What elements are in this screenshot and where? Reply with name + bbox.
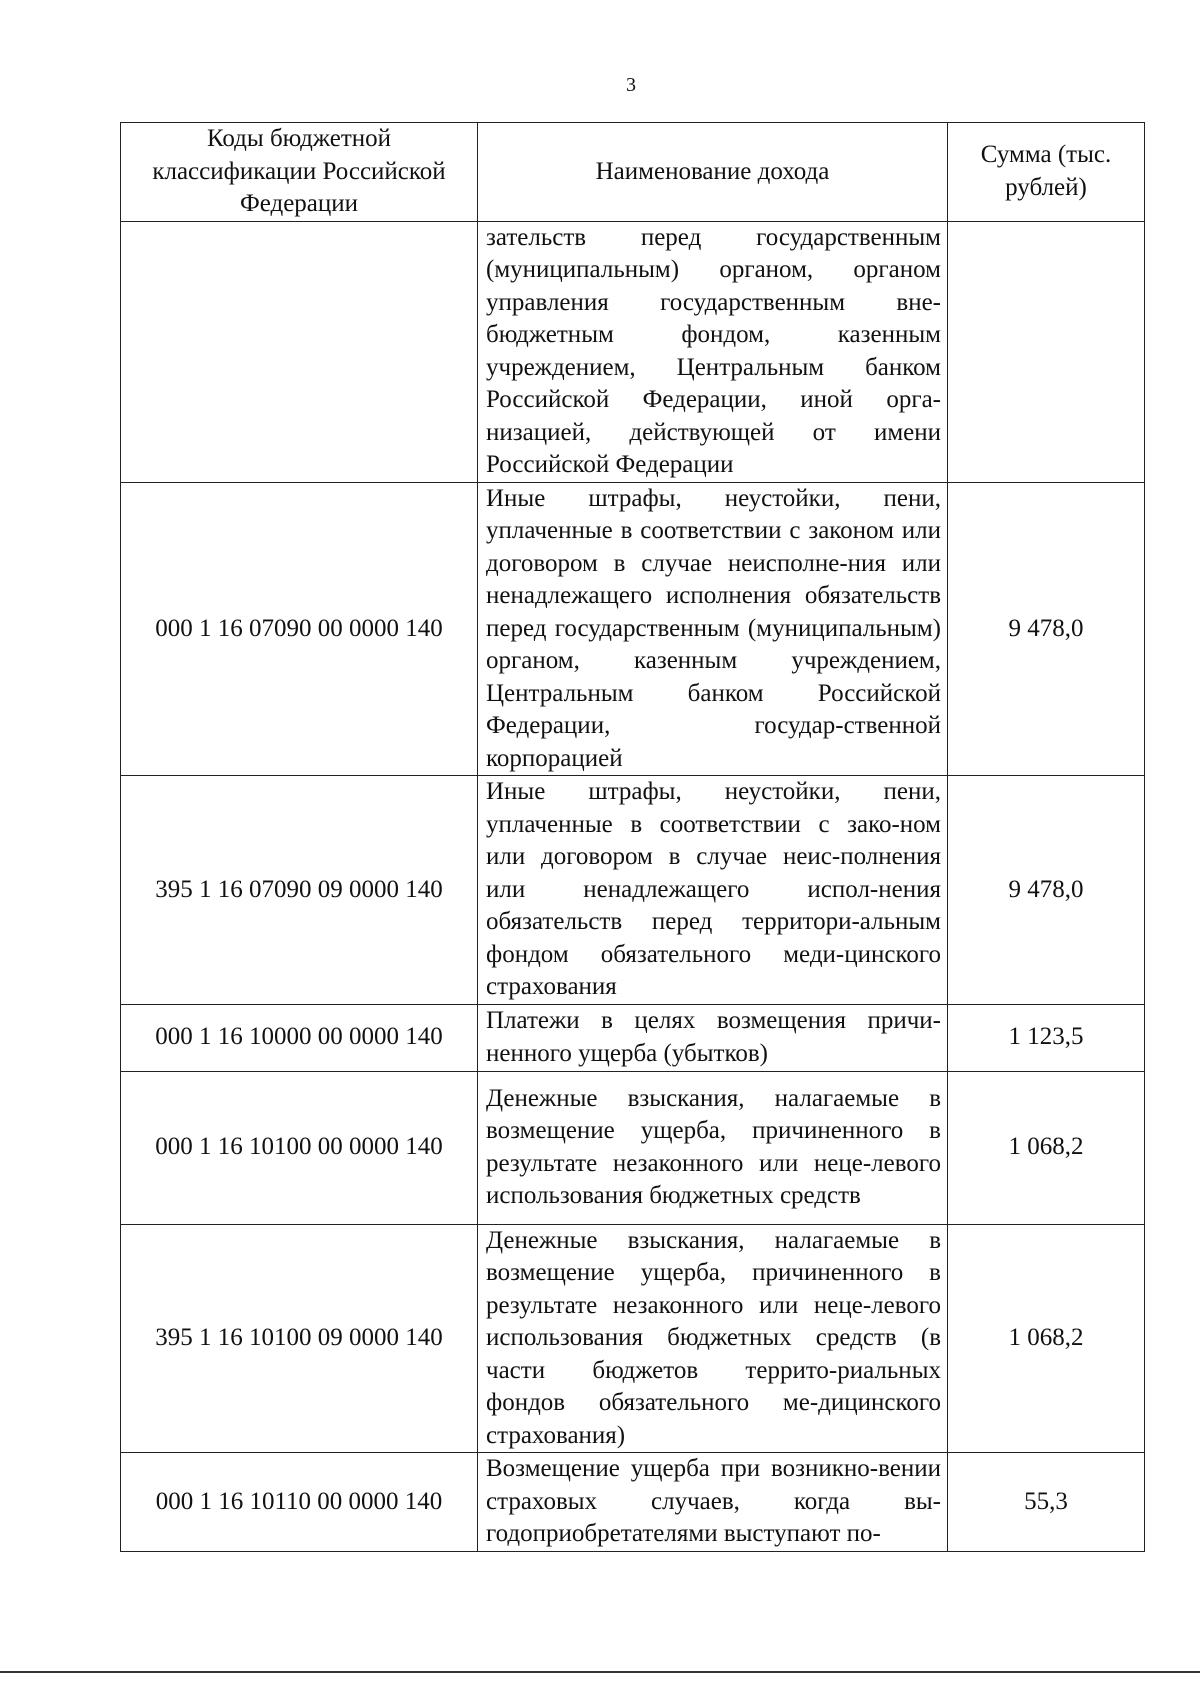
row-code: 000 1 16 10100 00 0000 140: [121, 1071, 478, 1224]
page-number: 3: [626, 74, 636, 96]
table-row: [121, 1004, 1145, 1071]
row-name: Денежные взыскания, налагаемые в возмещение ущерба, причиненного в результате незаконного или неце-левого использования бюджетных средств: [478, 1071, 948, 1224]
table-row: [121, 1453, 1145, 1552]
table-row: [121, 482, 1145, 776]
row-code: 000 1 16 10110 00 0000 140: [121, 1453, 478, 1552]
row-code: 000 1 16 10000 00 0000 140: [121, 1004, 478, 1071]
row-name: зательств перед государственным (муниципальным) органом, органом управления государственным вне-бюджетным фондом, казенным учреждением, Центральным банком Российской Федерации, иной орга-низацией, действующей от имени Российской Федерации: [478, 221, 948, 482]
row-name: Денежные взыскания, налагаемые в возмещение ущерба, причиненного в результате незаконного или неце-левого использования бюджетных средств (в части бюджетов террито-риальных фондов обязательного ме-дицинского страхования): [478, 1224, 948, 1453]
table-row: [121, 1224, 1145, 1453]
row-code: [121, 221, 478, 482]
table-header-row: [121, 123, 1145, 222]
page-bottom-divider: [0, 1671, 1200, 1673]
row-sum: 55,3: [948, 1453, 1145, 1552]
row-sum: 9 478,0: [948, 482, 1145, 776]
header-sum: Сумма (тыс. рублей): [948, 123, 1145, 222]
row-name: Иные штрафы, неустойки, пени, уплаченные в соответствии с зако-ном или договором в случае неис-полнения или ненадлежащего испол-нения обязательств перед территори-альным фондом обязательного меди-цинского страхования: [478, 776, 948, 1005]
table-row: [121, 1071, 1145, 1224]
table-row: [121, 776, 1145, 1005]
row-sum: 1 068,2: [948, 1071, 1145, 1224]
row-code: 395 1 16 07090 09 0000 140: [121, 776, 478, 1005]
row-sum: [948, 221, 1145, 482]
row-sum: 9 478,0: [948, 776, 1145, 1005]
revenue-table: [120, 122, 1145, 1552]
row-name: Иные штрафы, неустойки, пени, уплаченные в соответствии с законом или договором в случае неисполне-ния или ненадлежащего исполнения обязательств перед государственным (муниципальным) органом, казенным учреждением, Центральным банком Российской Федерации, государ-ственной корпорацией: [478, 482, 948, 776]
row-name: Возмещение ущерба при возникно-вении страховых случаев, когда вы-годоприобретателями выступают по-: [478, 1453, 948, 1552]
row-code: 395 1 16 10100 09 0000 140: [121, 1224, 478, 1453]
table-row: [121, 221, 1145, 482]
header-name: Наименование дохода: [478, 123, 948, 222]
row-code: 000 1 16 07090 00 0000 140: [121, 482, 478, 776]
row-name: Платежи в целях возмещения причи-ненного ущерба (убытков): [478, 1004, 948, 1071]
row-sum: 1 068,2: [948, 1224, 1145, 1453]
row-sum: 1 123,5: [948, 1004, 1145, 1071]
header-code: Коды бюджетной классификации Российской Федерации: [121, 123, 478, 222]
